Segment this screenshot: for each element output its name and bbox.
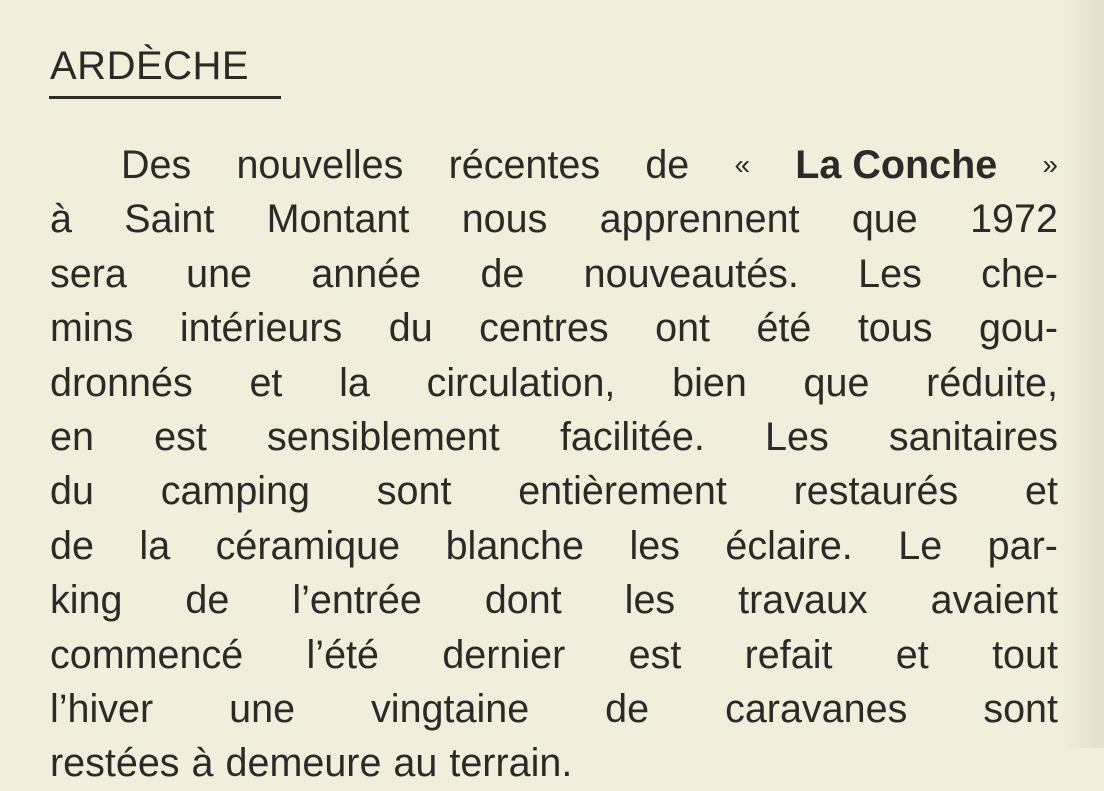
word: de (50, 523, 94, 568)
word: camping (160, 469, 311, 514)
text-line (50, 628, 1058, 682)
word: tous (857, 306, 933, 351)
word: ont (655, 306, 711, 351)
word: avaient (930, 578, 1058, 623)
word: dronnés (50, 360, 193, 405)
text-line (50, 301, 1058, 355)
word: et (895, 632, 929, 677)
article-paragraph (50, 138, 1058, 791)
word: les (629, 523, 680, 568)
word: sont (983, 686, 1058, 731)
word: circulation, (426, 360, 616, 405)
heading-underline (49, 96, 281, 99)
word: du (388, 306, 433, 351)
word: entièrement (518, 469, 727, 514)
word: sensiblement (267, 414, 500, 459)
text-line (50, 138, 1058, 192)
word: de (480, 251, 525, 296)
word: Montant (266, 197, 410, 242)
word: est (628, 632, 682, 677)
word: l’hiver (50, 686, 154, 731)
word: la (339, 360, 370, 405)
word: éclaire. (725, 523, 853, 568)
word: travaux (738, 578, 868, 623)
word: à (50, 197, 72, 242)
word: à (191, 741, 214, 786)
section-heading: ARDÈCHE (50, 44, 250, 88)
word: du (50, 469, 94, 514)
word: de (605, 686, 650, 731)
word: tout (992, 632, 1058, 677)
word: Les (858, 251, 922, 296)
word: nous (461, 197, 548, 242)
word: intérieurs (179, 306, 343, 351)
word: facilitée. (559, 414, 705, 459)
word: Les (765, 414, 829, 459)
word: Des (121, 143, 192, 187)
text-line (50, 464, 1058, 518)
word: céramique (215, 523, 401, 568)
text-line (50, 682, 1058, 736)
word: de (645, 143, 690, 187)
word: restées (50, 741, 180, 786)
word: par- (987, 523, 1058, 568)
word: Saint (124, 197, 215, 242)
text-line (50, 519, 1058, 573)
text-line (50, 247, 1058, 301)
word: les (624, 578, 676, 623)
word: l’été (306, 632, 379, 677)
text-line (50, 573, 1058, 627)
word: et (249, 360, 283, 405)
word: nouveautés. (583, 251, 799, 296)
word: que (851, 197, 918, 242)
word: apprennent (599, 197, 800, 242)
word: mins (50, 306, 134, 351)
page-edge-shadow (1062, 0, 1104, 748)
word: refait (744, 632, 833, 677)
word: nouvelles (236, 143, 404, 187)
text-line (50, 736, 1058, 790)
word: Le (898, 523, 943, 568)
word: récentes (448, 143, 601, 187)
text-line (50, 410, 1058, 464)
word: été (756, 306, 812, 351)
word: une (186, 251, 253, 296)
word: et (1025, 469, 1058, 514)
word: restaurés (793, 469, 959, 514)
word: vingtaine (371, 686, 530, 731)
word: sera (50, 251, 127, 296)
word: réduite, (926, 360, 1058, 405)
word: dernier (442, 632, 566, 677)
word: commencé (50, 632, 244, 677)
word: sanitaires (888, 414, 1058, 459)
place-name: La Conche (795, 143, 998, 187)
word: terrain. (449, 741, 573, 786)
text-line (50, 192, 1058, 246)
word: king (50, 578, 123, 623)
word: centres (479, 306, 609, 351)
word: au (393, 741, 438, 786)
word: blanche (445, 523, 584, 568)
word: année (311, 251, 422, 296)
word: une (229, 686, 296, 731)
quote-mark: « (734, 149, 751, 180)
word: en (50, 414, 94, 459)
word: bien (672, 360, 747, 405)
word: la (139, 523, 171, 568)
word: dont (484, 578, 562, 623)
word: de (185, 578, 230, 623)
word: gou- (978, 306, 1058, 351)
word: 1972 (970, 197, 1058, 242)
word: est (154, 414, 207, 459)
text-line (50, 356, 1058, 410)
word: l’entrée (292, 578, 422, 623)
word: caravanes (725, 686, 908, 731)
word: che- (981, 251, 1058, 296)
word: sont (376, 469, 452, 514)
word: que (803, 360, 870, 405)
word: demeure (225, 741, 382, 786)
quote-mark: » (1042, 149, 1058, 180)
